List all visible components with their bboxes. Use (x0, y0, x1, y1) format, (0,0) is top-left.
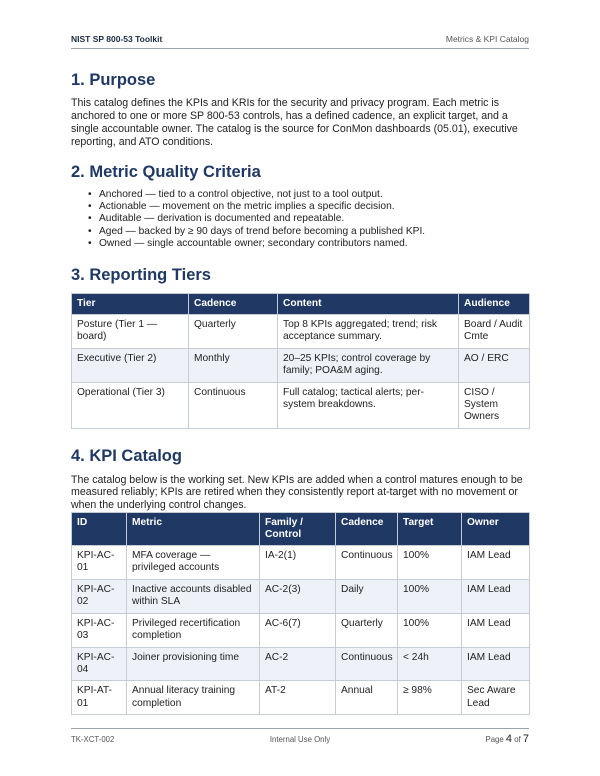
catalog-cell: Quarterly (336, 613, 398, 647)
table-row (72, 647, 530, 681)
table-row (72, 546, 530, 580)
catalog-cell: Inactive accounts disabled within SLA (127, 579, 260, 613)
tiers-header-cell: Cadence (189, 294, 278, 315)
catalog-header-cell: Owner (462, 513, 530, 546)
section-heading-catalog: 4. KPI Catalog (71, 446, 182, 465)
criteria-bullet (71, 189, 529, 201)
catalog-cell: KPI-AC-01 (72, 546, 127, 580)
catalog-cell: Daily (336, 579, 398, 613)
catalog-cell: AT-2 (260, 681, 336, 715)
tiers-header-cell: Audience (459, 294, 530, 315)
tiers-cell: Operational (Tier 3) (72, 382, 189, 428)
section-heading-criteria: 2. Metric Quality Criteria (71, 163, 261, 181)
catalog-cell: IAM Lead (462, 546, 530, 580)
footer-page-label: Page (485, 735, 504, 744)
table-row (72, 382, 530, 428)
tiers-cell: 20–25 KPIs; control coverage by family; POA&M aging. (278, 348, 459, 382)
tiers-cell: Board / Audit Cmte (459, 315, 530, 349)
tiers-cell: Executive (Tier 2) (72, 348, 189, 382)
criteria-bullet (71, 201, 529, 213)
footer-of-label: of (514, 735, 521, 744)
catalog-cell: IAM Lead (462, 579, 530, 613)
bullet-dot-icon: • (88, 201, 92, 213)
table-row (72, 681, 530, 715)
tiers-cell: Full catalog; tactical alerts; per-system breakdowns. (278, 382, 459, 428)
page-header (71, 30, 529, 49)
catalog-cell: AC-2 (260, 647, 336, 681)
bullet-dot-icon: • (88, 213, 92, 225)
criteria-bullet-text: Auditable — derivation is documented and repeatable. (99, 213, 345, 225)
tiers-cell: Monthly (189, 348, 278, 382)
tiers-header-cell: Content (278, 294, 459, 315)
kpi-catalog-table (71, 512, 530, 715)
catalog-cell: Continuous (336, 647, 398, 681)
catalog-cell: Joiner provisioning time (127, 647, 260, 681)
catalog-cell: IAM Lead (462, 647, 530, 681)
catalog-cell: 100% (398, 546, 462, 580)
bullet-dot-icon: • (88, 189, 92, 200)
footer-page-indicator (486, 733, 530, 745)
catalog-cell: AC-2(3) (260, 579, 336, 613)
tiers-header-cell: Tier (72, 294, 189, 315)
header-toolkit-title: NIST SP 800-53 Toolkit (71, 34, 163, 44)
catalog-cell: Continuous (336, 546, 398, 580)
page-footer (71, 728, 529, 749)
section-heading-purpose: 1. Purpose (71, 71, 156, 89)
section-heading-tiers: 3. Reporting Tiers (71, 266, 211, 285)
criteria-list (71, 189, 529, 250)
criteria-bullet (71, 238, 529, 250)
catalog-header-cell: ID (72, 513, 127, 546)
header-doc-title: Metrics & KPI Catalog (445, 34, 529, 44)
catalog-cell: MFA coverage — privileged accounts (127, 546, 260, 580)
catalog-cell: Annual literacy training completion (127, 681, 260, 715)
footer-classification: Internal Use Only (269, 735, 331, 744)
catalog-header-cell: Family / Control (260, 513, 336, 546)
catalog-cell: IA-2(1) (260, 546, 336, 580)
catalog-cell: < 24h (398, 647, 462, 681)
catalog-cell: Sec Aware Lead (462, 681, 530, 715)
footer-page-number: 4 (505, 733, 513, 745)
criteria-bullet-text: Aged — backed by ≥ 90 days of trend before becoming a published KPI. (99, 225, 426, 237)
tiers-cell: Continuous (189, 382, 278, 428)
purpose-paragraph: This catalog defines the KPIs and KRIs for the security and privacy program. Each metric is anchored to one or more SP 800-53 controls, has a defined cadence, an explicit target, and a single accountable owner. The catalog is the source for ConMon dashboards (05.01), executive reporting, and ATO conditions. (71, 97, 518, 148)
table-row (72, 315, 530, 349)
page-content (71, 70, 529, 715)
bullet-dot-icon: • (88, 225, 92, 237)
criteria-bullet (71, 213, 529, 225)
footer-doc-id: TK-XCT-002 (71, 735, 115, 744)
criteria-bullet-text: Actionable — movement on the metric implies a specific decision. (99, 201, 395, 213)
catalog-cell: KPI-AT-01 (72, 681, 127, 715)
catalog-cell: ≥ 98% (398, 681, 462, 715)
tiers-cell: Top 8 KPIs aggregated; trend; risk acceptance summary. (278, 315, 459, 349)
catalog-header-cell: Target (398, 513, 462, 546)
bullet-dot-icon: • (88, 237, 92, 249)
catalog-cell: Annual (336, 681, 398, 715)
tiers-cell: AO / ERC (459, 348, 530, 382)
criteria-bullet-text: Anchored — tied to a control objective, not just to a tool output. (99, 189, 383, 200)
catalog-paragraph: The catalog below is the working set. New KPIs are added when a control matures enough to be measured reliably; KPIs are retired when they consistently report at-target with no movement or when the underlying control changes. (71, 473, 523, 511)
catalog-cell: 100% (398, 579, 462, 613)
table-row (72, 613, 530, 647)
footer-page-total: 7 (522, 733, 529, 745)
criteria-bullet (71, 226, 529, 238)
catalog-cell: KPI-AC-02 (72, 579, 127, 613)
catalog-header-cell: Cadence (336, 513, 398, 546)
catalog-cell: IAM Lead (462, 613, 530, 647)
catalog-cell: AC-6(7) (260, 613, 336, 647)
tiers-cell: CISO / System Owners (459, 382, 530, 428)
table-row (72, 348, 530, 382)
criteria-bullet-text: Owned — single accountable owner; secondary contributors named. (99, 237, 408, 249)
tiers-table (71, 293, 530, 429)
tiers-cell: Posture (Tier 1 — board) (72, 315, 189, 349)
catalog-header-cell: Metric (127, 513, 260, 546)
catalog-cell: KPI-AC-03 (72, 613, 127, 647)
table-row (72, 579, 530, 613)
catalog-cell: Privileged recertification completion (127, 613, 260, 647)
catalog-cell: 100% (398, 613, 462, 647)
tiers-cell: Quarterly (189, 315, 278, 349)
catalog-cell: KPI-AC-04 (72, 647, 127, 681)
